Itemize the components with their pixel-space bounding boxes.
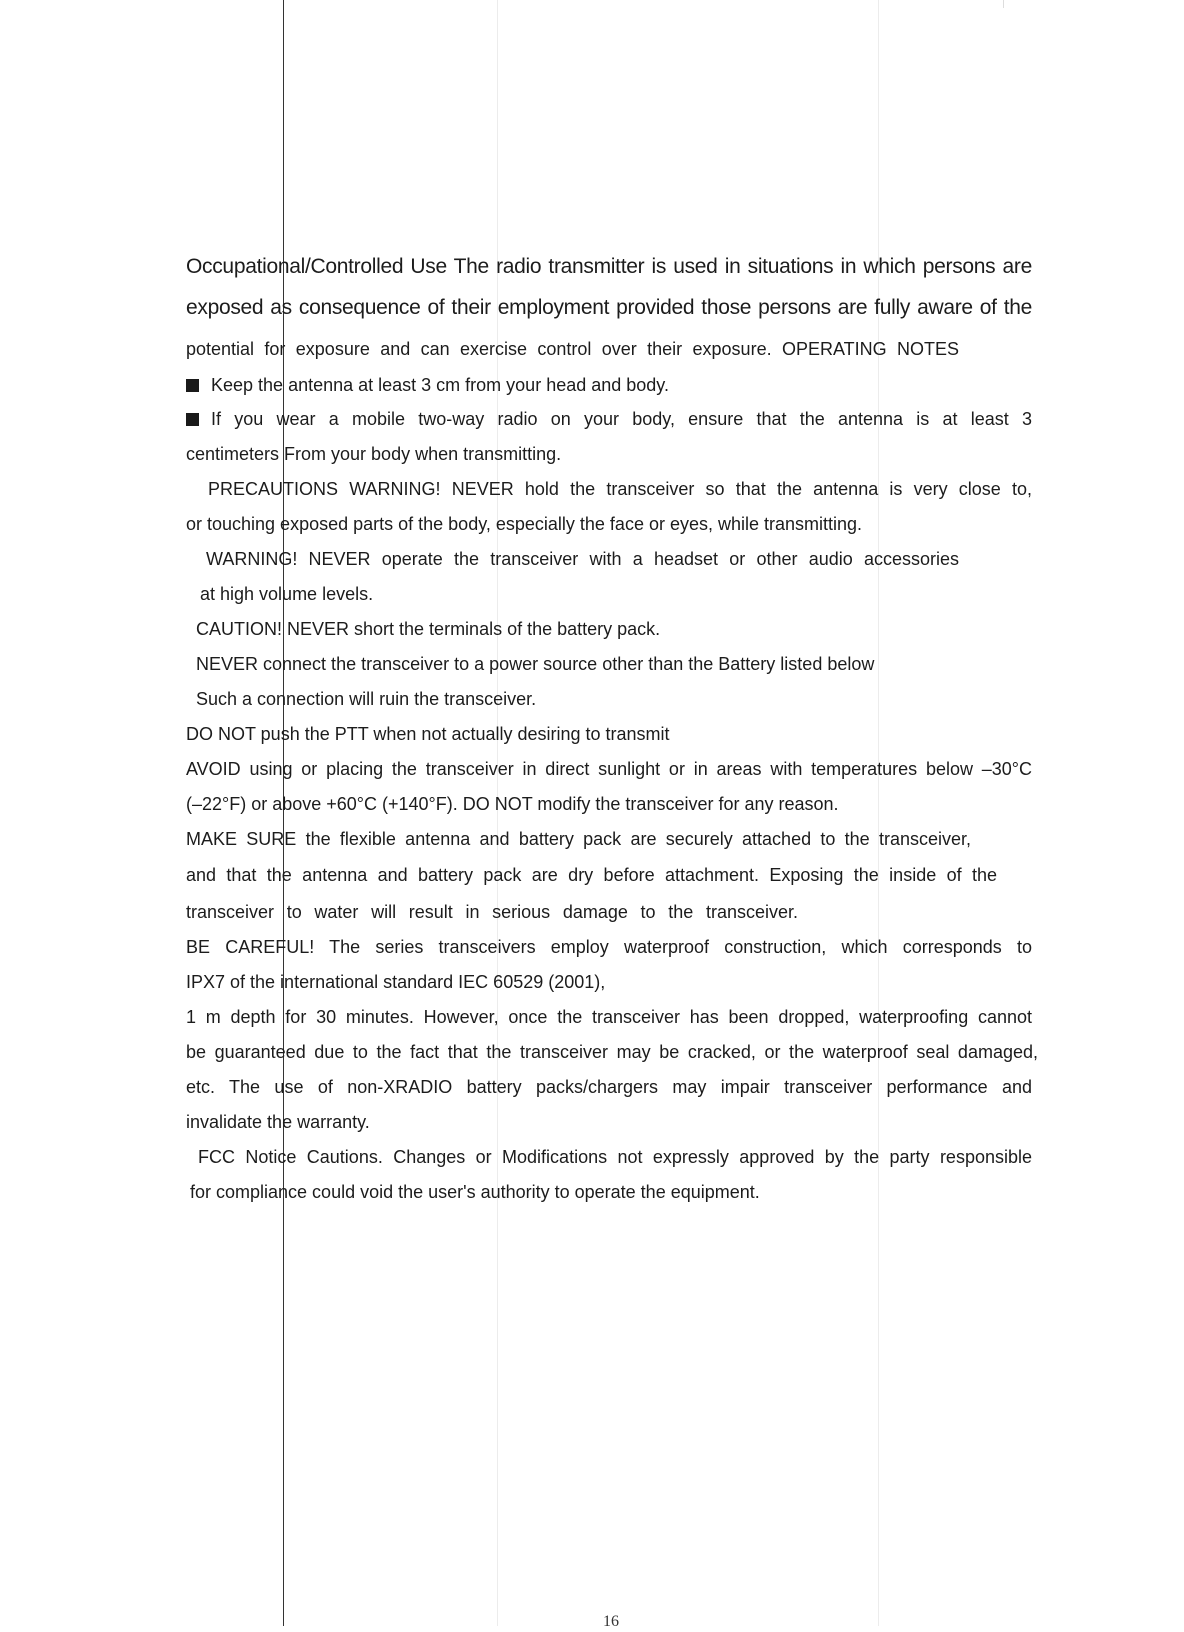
text-line-centimeters: centimeters From your body when transmitting. (186, 444, 562, 464)
scan-edge-mark (1003, 0, 1004, 8)
text-line-warranty: invalidate the warranty. (186, 1112, 370, 1132)
text-line-caution: CAUTION! NEVER short the terminals of the battery pack. (196, 619, 661, 639)
text-line-touching: or touching exposed parts of the body, especially the face or eyes, while transmitting. (186, 514, 863, 534)
bullet-icon (186, 413, 199, 426)
text-line-compliance: for compliance could void the user's authority to operate the equipment. (190, 1182, 760, 1202)
text-line-temperature: (–22°F) or above +60°C (+140°F). DO NOT modify the transceiver for any reason. (186, 794, 839, 814)
text-line-warning-headset: WARNING! NEVER operate the transceiver with a headset or other audio accessories (206, 549, 959, 569)
text-line-ptt: DO NOT push the PTT when not actually desiring to transmit (186, 724, 670, 744)
text-line-depth: 1 m depth for 30 minutes. However, once the transceiver has been dropped, waterproofing cannot (186, 1007, 1032, 1027)
text-line-occupational: Occupational/Controlled Use The radio transmitter is used in situations in which persons are (186, 255, 1032, 278)
list-item-wear-radio (186, 407, 1032, 431)
text-line-ruin: Such a connection will ruin the transceiver. (196, 689, 537, 709)
text-line-ipx7: IPX7 of the international standard IEC 60529 (2001), (186, 972, 606, 992)
text-line-exposed: exposed as consequence of their employment provided those persons are fully aware of the (186, 296, 1032, 319)
text-line-fcc-notice: FCC Notice Cautions. Changes or Modifications not expressly approved by the party responsible (198, 1147, 1032, 1167)
text-line-guaranteed: be guaranteed due to the fact that the transceiver may be cracked, or the waterproof seal damaged, (186, 1042, 1038, 1062)
list-item-keep-antenna (186, 373, 1032, 397)
page-number: 16 (603, 1613, 619, 1630)
text-line-dry: and that the antenna and battery pack are dry before attachment. Exposing the inside of the (186, 865, 997, 885)
list-item-text: Keep the antenna at least 3 cm from your head and body. (211, 375, 669, 395)
text-line-water: transceiver to water will result in serious damage to the transceiver. (186, 902, 798, 922)
bullet-icon (186, 379, 199, 392)
text-line-never-connect: NEVER connect the transceiver to a power source other than the Battery listed below (196, 654, 875, 674)
text-line-non-xradio: etc. The use of non-XRADIO battery packs/chargers may impair transceiver performance and (186, 1077, 1032, 1097)
text-line-make-sure: MAKE SURE the flexible antenna and battery pack are securely attached to the transceiver, (186, 829, 971, 849)
text-line-avoid: AVOID using or placing the transceiver in direct sunlight or in areas with temperatures below –30°C (186, 759, 1032, 779)
text-line-precautions: PRECAUTIONS WARNING! NEVER hold the transceiver so that the antenna is very close to, (208, 479, 1032, 499)
text-line-be-careful: BE CAREFUL! The series transceivers employ waterproof construction, which corresponds to (186, 937, 1032, 957)
text-line-volume: at high volume levels. (200, 584, 374, 604)
list-item-text: If you wear a mobile two-way radio on your body, ensure that the antenna is at least 3 (211, 409, 1032, 429)
text-line-operating-notes: potential for exposure and can exercise control over their exposure. OPERATING NOTES (186, 339, 959, 359)
